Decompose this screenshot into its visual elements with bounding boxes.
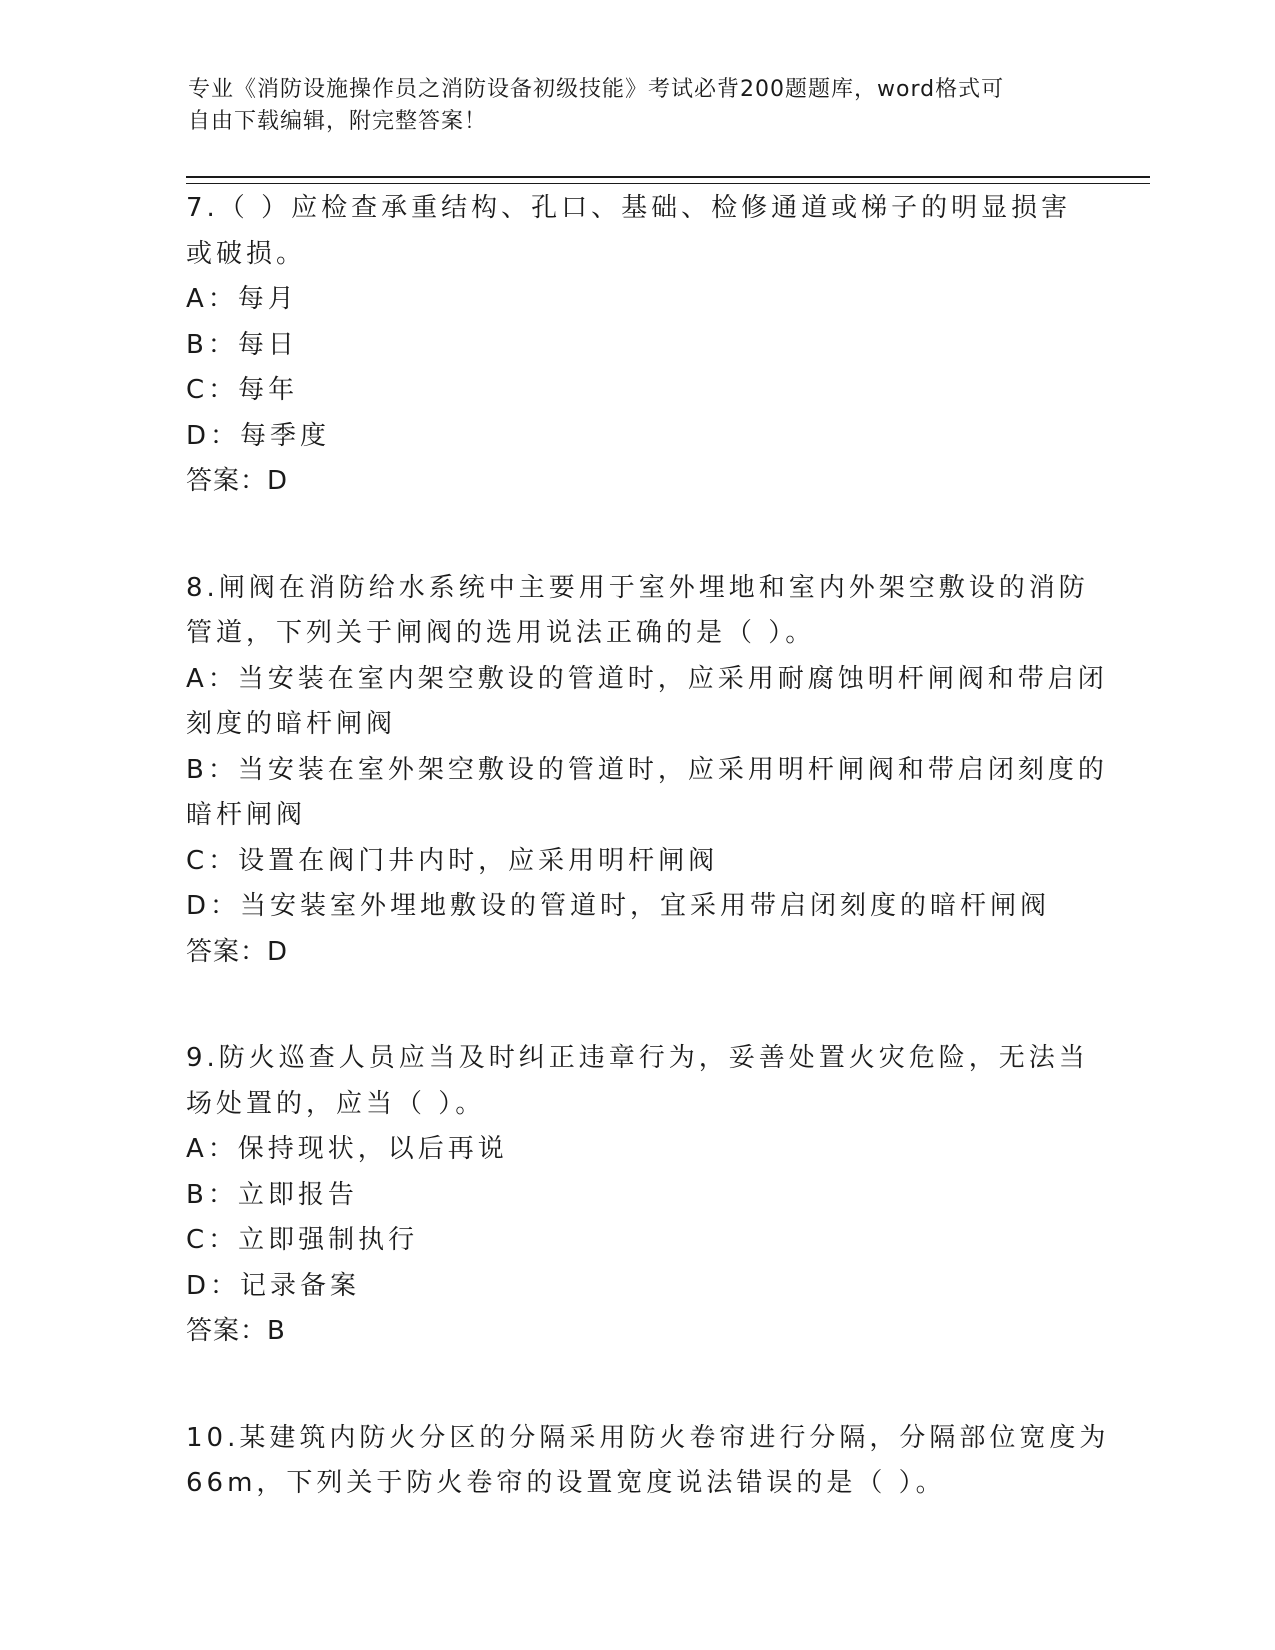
option-c: C：每年 <box>186 375 299 405</box>
question-stem: 10.某建筑内防火分区的分隔采用防火卷帘进行分隔，分隔部位宽度为 <box>186 1422 1110 1453</box>
option-b-continued: 暗杆闸阀 <box>186 800 307 830</box>
option-d: D：记录备案 <box>186 1270 361 1301</box>
question-stem: 9.防火巡查人员应当及时纠正违章行为，妥善处置火灾危险，无法当 <box>186 1043 1089 1073</box>
question-10 <box>186 1416 1110 1507</box>
header-line: 自由下载编辑，附完整答案！ <box>188 109 488 134</box>
question-stem: 管道，下列关于闸阀的选用说法正确的是（ ）。 <box>186 618 816 648</box>
option-a: A：每月 <box>186 284 298 314</box>
answer: 答案：D <box>186 936 289 967</box>
option-c: C：设置在阀门井内时，应采用明杆闸阀 <box>186 845 719 876</box>
page-header <box>188 74 1068 138</box>
answer: 答案：D <box>186 466 289 496</box>
header-line: 专业《消防设施操作员之消防设备初级技能》考试必背200题题库，word格式可 <box>188 77 1005 102</box>
question-stem: 或破损。 <box>186 238 307 269</box>
question-9 <box>186 1036 1089 1355</box>
question-list <box>186 186 1110 1568</box>
option-a-continued: 刻度的暗杆闸阀 <box>186 709 397 739</box>
question-7 <box>186 186 1086 505</box>
question-stem: 8.闸阀在消防给水系统中主要用于室外埋地和室内外架空敷设的消防 <box>186 572 1089 603</box>
option-d: D：每季度 <box>186 420 331 451</box>
option-a: A：当安装在室内架空敷设的管道时，应采用耐腐蚀明杆闸阀和带启闭 <box>186 663 1108 694</box>
option-a: A：保持现状，以后再说 <box>186 1134 508 1164</box>
option-c: C：立即强制执行 <box>186 1225 419 1255</box>
option-d: D：当安装室外埋地敷设的管道时，宜采用带启闭刻度的暗杆闸阀 <box>186 891 1051 921</box>
option-b: B：当安装在室外架空敷设的管道时，应采用明杆闸阀和带启闭刻度的 <box>186 754 1108 785</box>
option-b: B：每日 <box>186 329 298 360</box>
option-b: B：立即报告 <box>186 1179 358 1210</box>
question-stem: 7.（ ）应检查承重结构、孔口、基础、检修通道或梯子的明显损害 <box>186 193 1072 223</box>
answer: 答案：B <box>186 1316 286 1346</box>
question-8 <box>186 566 1108 976</box>
header-divider <box>186 176 1150 184</box>
question-stem: 场处置的，应当（ ）。 <box>186 1088 486 1119</box>
question-stem: 66m，下列关于防火卷帘的设置宽度说法错误的是（ ）。 <box>186 1468 946 1498</box>
